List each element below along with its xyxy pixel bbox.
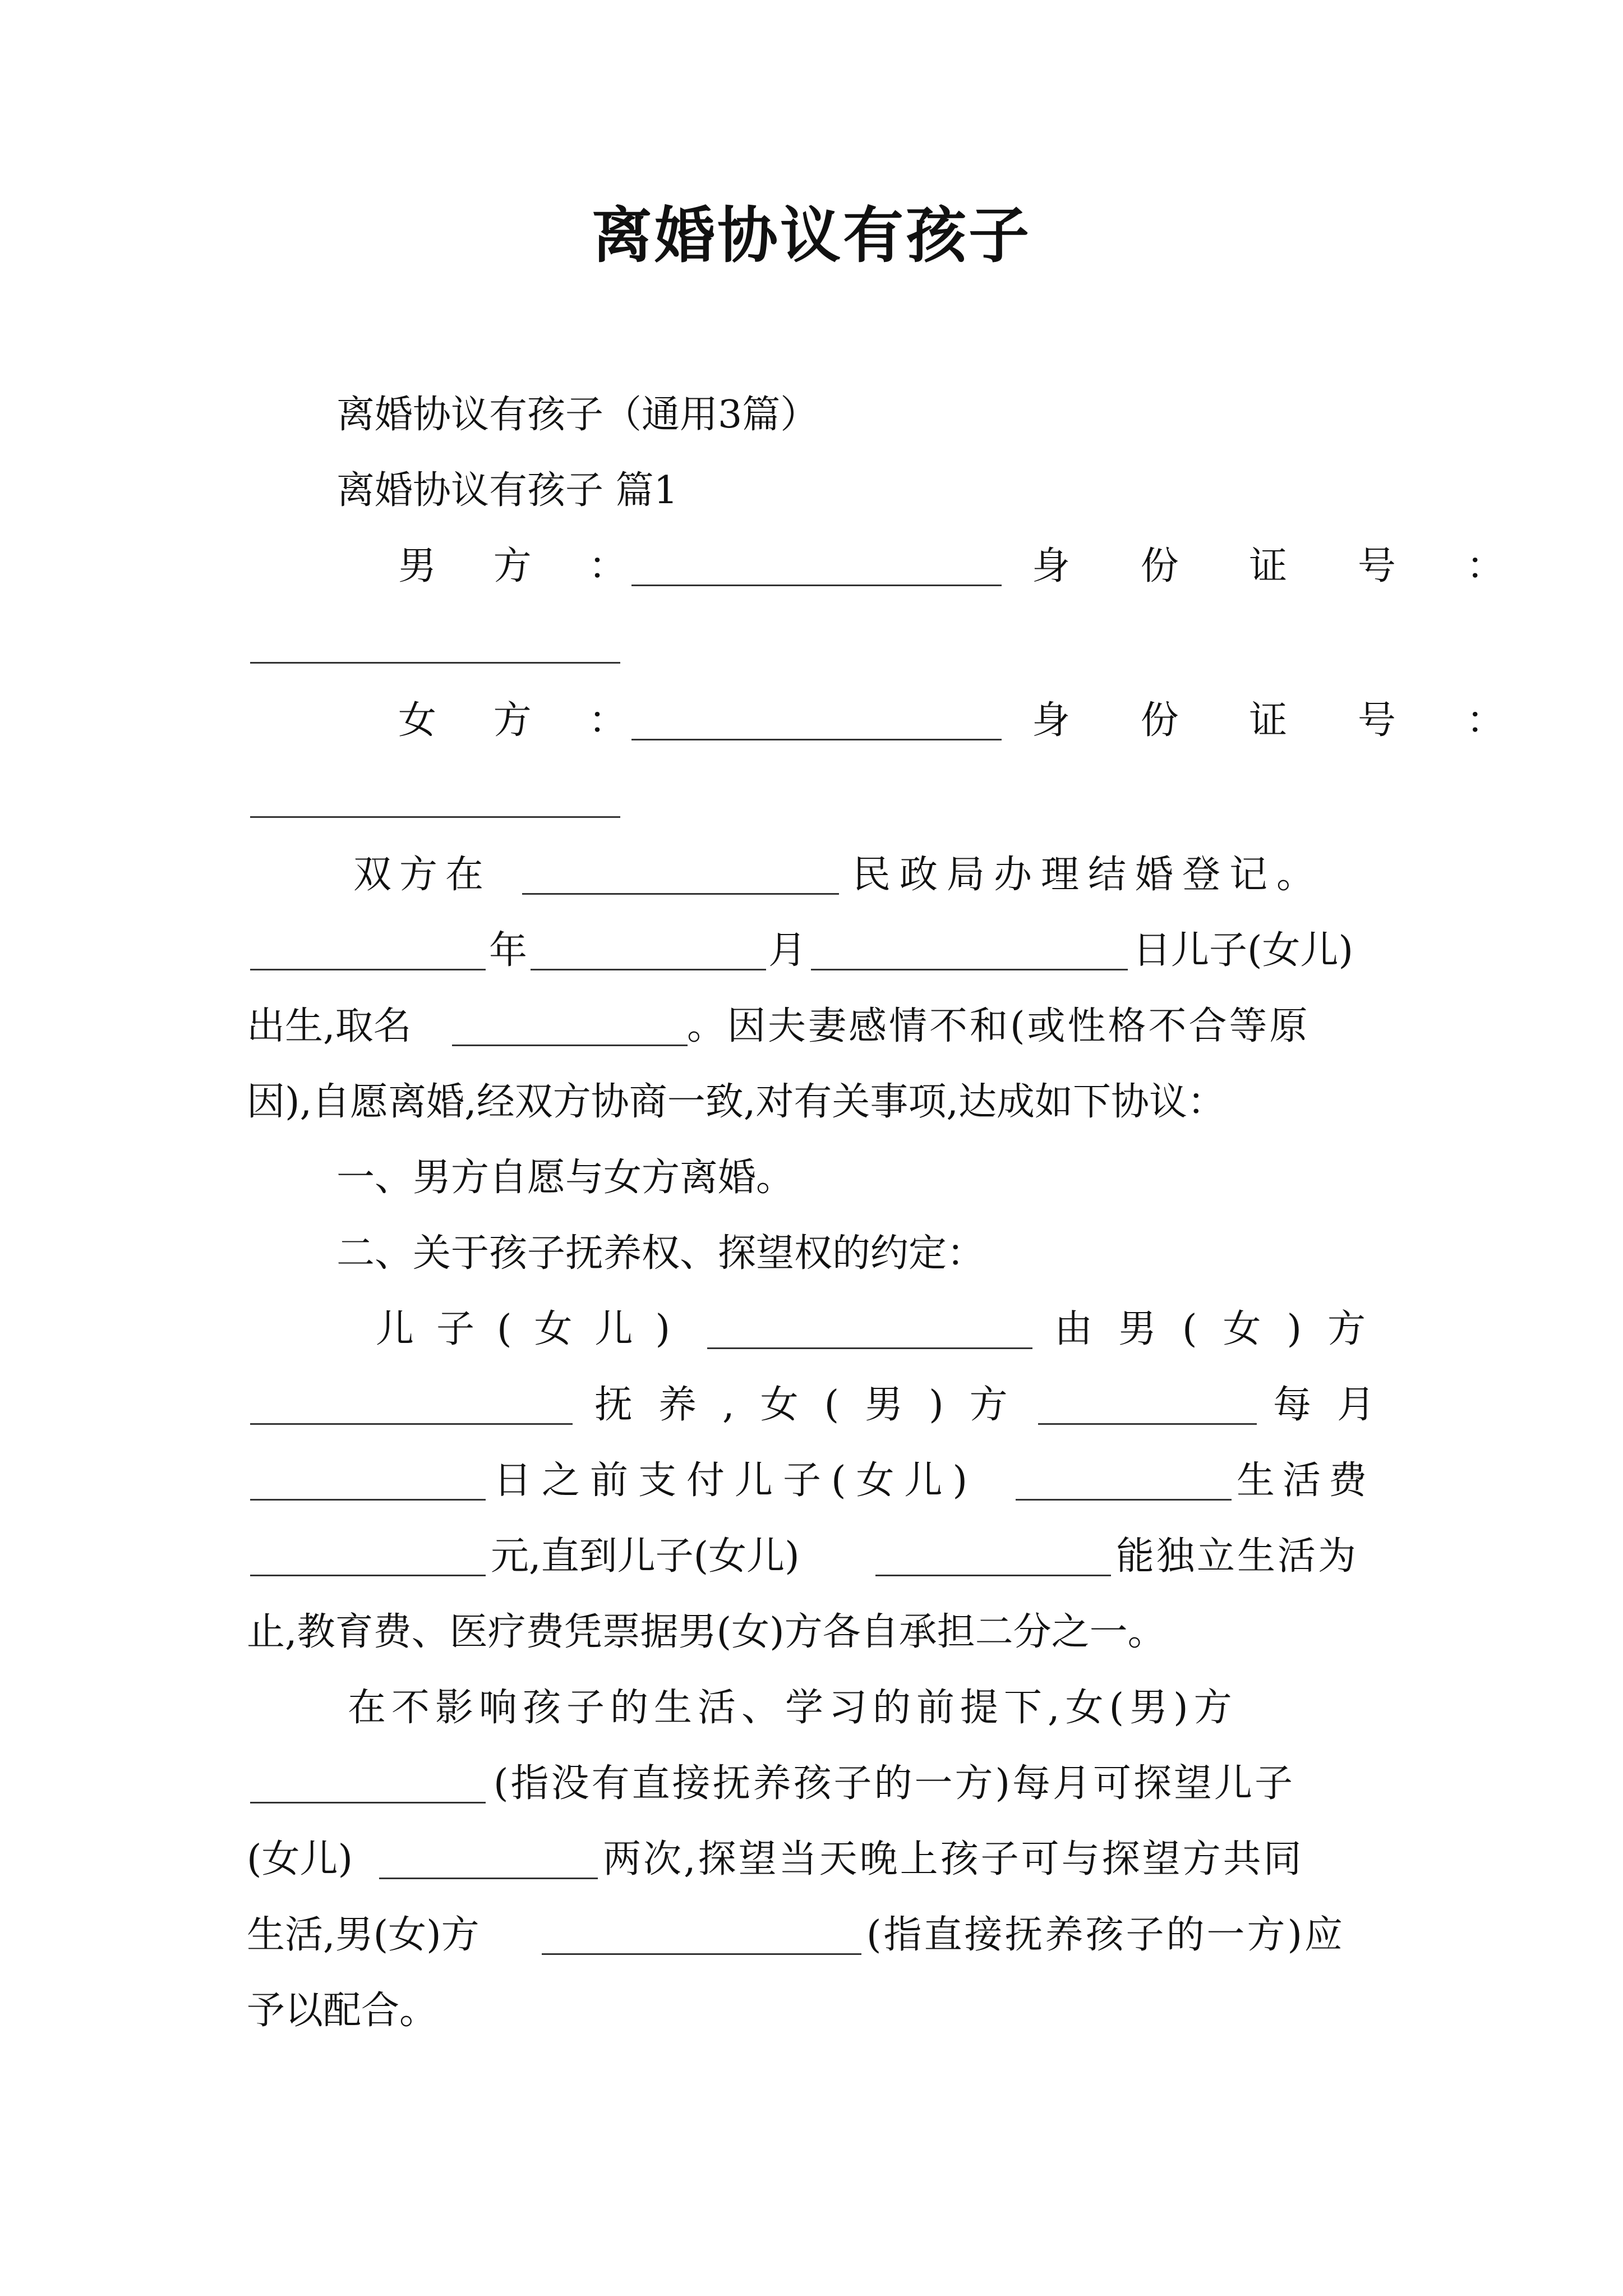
p2-line4-a: 元,直到儿子(女儿) <box>491 1534 800 1579</box>
female-id-label: 身 份 证 号 ： <box>1032 698 1534 743</box>
male-id-label: 身 份 证 号 ： <box>1032 544 1534 588</box>
p1-day: 日儿子(女儿) <box>1133 928 1354 973</box>
payer-blank <box>1038 1389 1257 1425</box>
p2-line3-a: 日之前支付儿子(女儿) <box>494 1458 978 1503</box>
child-blank-3 <box>875 1541 1111 1576</box>
p1-month: 月 <box>768 928 807 973</box>
male-name-blank <box>631 551 1002 586</box>
year-blank <box>250 935 486 970</box>
p3-line4-a: 生活,男(女)方 <box>247 1913 479 1957</box>
p3-line1: 在不影响孩子的生活、学习的前提下,女(男)方 <box>348 1686 1238 1730</box>
child-blank-4 <box>379 1844 598 1879</box>
male-id-blank <box>250 628 620 664</box>
male-party-label: 男 方 ： <box>398 544 649 588</box>
p2-line2-b: 每月 <box>1273 1383 1401 1427</box>
p3-line4-b: (指直接抚养孩子的一方)应 <box>866 1913 1345 1957</box>
p3-line2: (指没有直接抚养孩子的一方)每月可探望儿子 <box>494 1761 1295 1806</box>
child-blank-1 <box>707 1314 1032 1349</box>
section-heading: 离婚协议有孩子 篇1 <box>336 468 678 513</box>
p3-line3-a: (女儿) <box>247 1837 353 1881</box>
visitor-blank <box>250 1768 486 1803</box>
p3-line5: 予以配合。 <box>247 1989 438 2033</box>
p3-line3-b: 两次,探望当天晚上孩子可与探望方共同 <box>603 1837 1304 1881</box>
child-blank-2 <box>1016 1465 1232 1501</box>
p1-line4: 因),自愿离婚,经双方协商一致,对有关事项,达成如下协议： <box>247 1080 1225 1124</box>
p2-line1-b: 由男(女)方 <box>1054 1307 1392 1351</box>
p1-line1-b: 民政局办理结婚登记。 <box>852 853 1324 897</box>
item-1: 一、男方自愿与女方离婚。 <box>336 1156 795 1200</box>
female-name-blank <box>631 705 1002 740</box>
document-title: 离婚协议有孩子 <box>591 200 1031 271</box>
pay-day-blank <box>250 1465 486 1501</box>
p2-line4-b: 能独立生活为 <box>1116 1534 1359 1579</box>
subtitle: 离婚协议有孩子（通用3篇） <box>336 393 819 437</box>
female-party-label: 女 方 ： <box>398 698 649 743</box>
p1-year: 年 <box>489 928 528 973</box>
day-blank <box>811 935 1128 970</box>
p1-line3-b: 。因夫妻感情不和(或性格不合等原 <box>687 1004 1310 1048</box>
registry-office-blank <box>522 859 839 895</box>
p2-line5: 止,教育费、医疗费凭票据男(女)方各自承担二分之一。 <box>247 1610 1166 1654</box>
female-id-blank <box>250 783 620 818</box>
child-name-blank <box>452 1011 688 1046</box>
p1-line3-a: 出生,取名 <box>247 1004 412 1048</box>
custodian-blank <box>250 1389 573 1425</box>
custodian-blank-2 <box>542 1920 861 1955</box>
item-2: 二、关于孩子抚养权、探望权的约定： <box>336 1231 985 1276</box>
month-blank <box>531 935 766 970</box>
amount-blank <box>250 1541 486 1576</box>
p2-line3-b: 生活费 <box>1237 1458 1375 1503</box>
p2-line2-a: 抚养,女(男)方 <box>594 1383 1034 1427</box>
p2-line1-a: 儿子(女儿) <box>376 1307 693 1351</box>
p1-line1-a: 双方在 <box>353 853 492 897</box>
